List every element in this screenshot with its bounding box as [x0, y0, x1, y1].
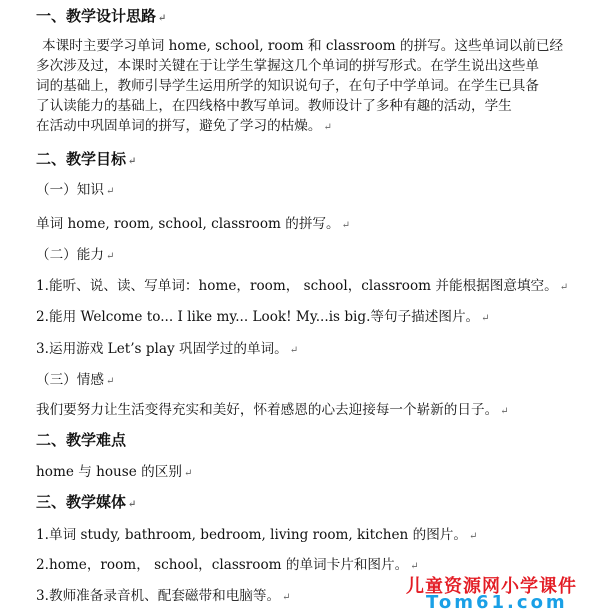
- paragraph-design-ideas: [36, 36, 604, 138]
- watermark-logo: [400, 572, 604, 612]
- knowledge-text: 单词 home, room, school, classroom 的拼写。 ↵: [36, 216, 350, 232]
- heading-difficulties: 二、教学难点: [36, 431, 127, 449]
- media-item-1: 1.单词 study, bathroom, bedroom, living room, kitchen 的图片。 ↵: [36, 527, 478, 543]
- media-item-3: 3.教师准备录音机、配套磁带和电脑等。 ↵: [36, 588, 291, 604]
- subheading-ability: （二）能力 ↵: [36, 247, 115, 263]
- heading-media: 三、教学媒体 ↵: [36, 493, 137, 511]
- ability-item-2: 2.能用 Welcome to... I like my... Look! My...is big.等句子描述图片。 ↵: [36, 309, 490, 325]
- paragraph-line: 词的基础上，教师引导学生运用所学的知识说句子，在句子中学单词。在学生已具备: [36, 78, 539, 94]
- difficulties-text: home 与 house 的区别 ↵: [36, 464, 193, 480]
- subheading-knowledge: （一）知识 ↵: [36, 182, 115, 198]
- ability-item-1: 1.能听、说、读、写单词：home，room， school，classroom 并能根据图意填空。 ↵: [36, 278, 569, 294]
- paragraph-line: 了认读能力的基础上，在四线格中教写单词。教师设计了多种有趣的活动，学生: [36, 98, 512, 114]
- watermark-site-text: Tom61.com: [426, 592, 568, 613]
- paragraph-line: 多次涉及过，本课时关键在于让学生掌握这几个单词的拼写形式。在学生说出这些单: [36, 58, 539, 74]
- heading-teaching-goals: 二、教学目标 ↵: [36, 150, 137, 168]
- heading-design-ideas: 一、教学设计思路 ↵: [36, 7, 167, 25]
- paragraph-line: 在活动中巩固单词的拼写，避免了学习的枯燥。 ↵: [36, 118, 332, 134]
- watermark-top-text: 儿童资源网小学课件: [406, 576, 577, 597]
- paragraph-line: 本课时主要学习单词 home, school, room 和 classroom 的拼写。这些单词以前已经: [42, 38, 564, 54]
- ability-item-3: 3.运用游戏 Let’s play 巩固学过的单词。 ↵: [36, 341, 299, 357]
- media-item-2: 2.home，room， school，classroom 的单词卡片和图片。 ↵: [36, 557, 419, 573]
- emotion-text: 我们要努力让生活变得充实和美好，怀着感恩的心去迎接每一个崭新的日子。 ↵: [36, 402, 509, 418]
- subheading-emotion: （三）情感 ↵: [36, 372, 115, 388]
